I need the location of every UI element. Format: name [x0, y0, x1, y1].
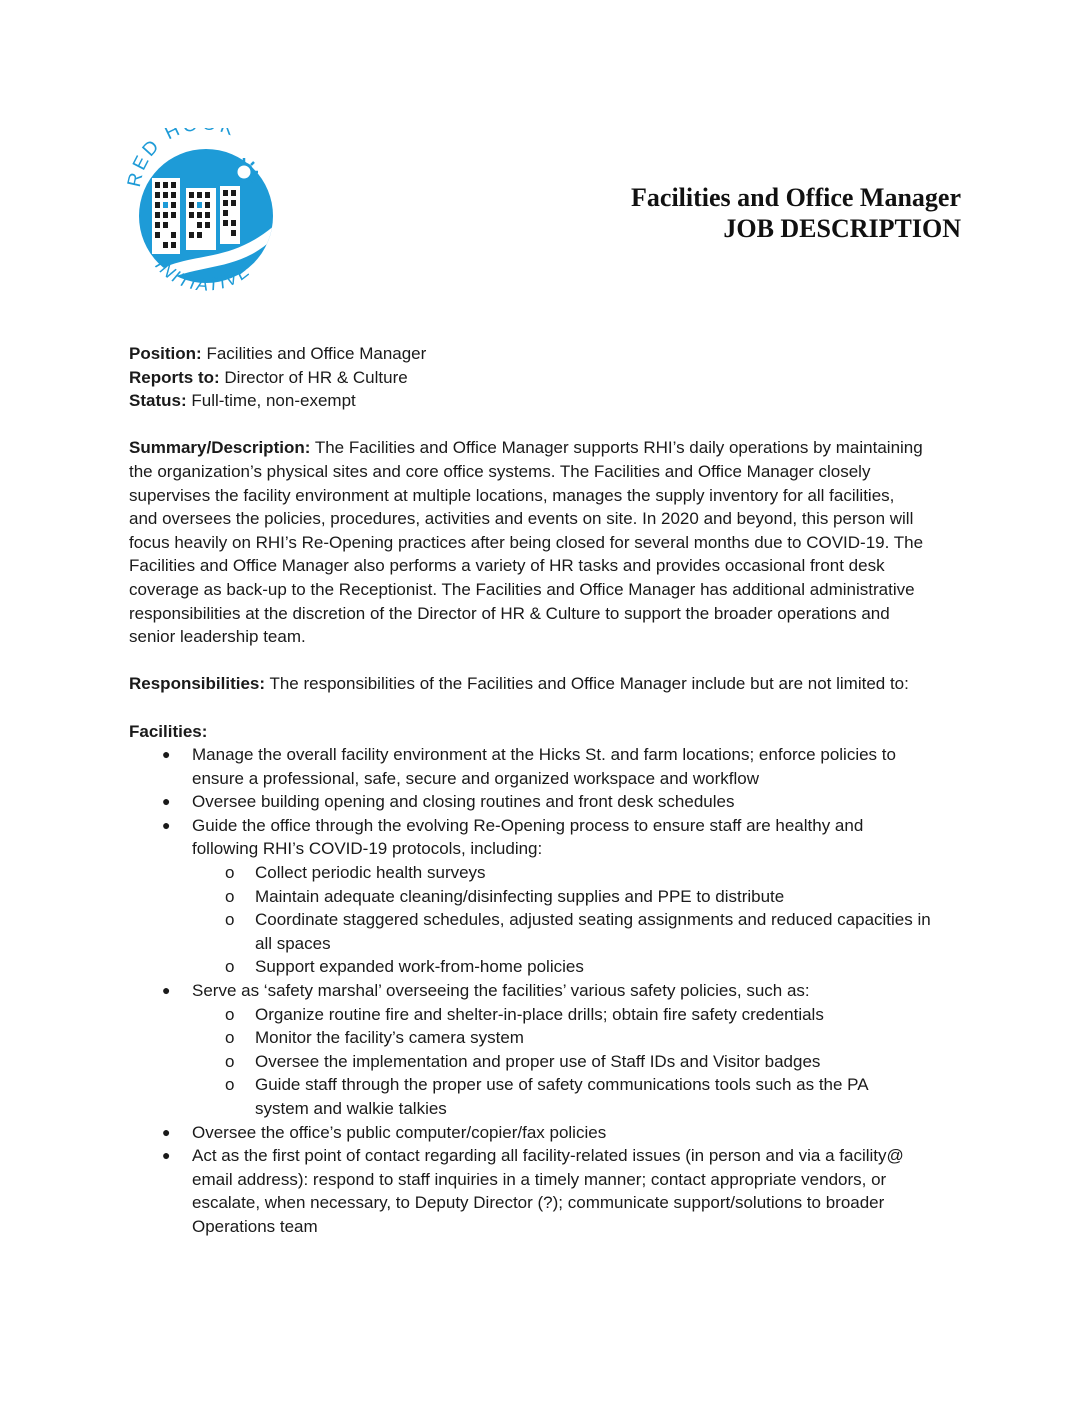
sub-list-item	[192, 1003, 965, 1027]
list-item	[129, 814, 965, 979]
list-item-line: Operations team	[192, 1216, 318, 1236]
list-item	[129, 743, 965, 790]
sub-list-item-line: system and walkie talkies	[255, 1099, 447, 1118]
summary-line: senior leadership team.	[129, 627, 306, 647]
sub-list-item	[192, 861, 965, 885]
list-item-line: ● Guide the office through the evolving Re-Opening process to ensure staff are healthy and	[192, 815, 864, 835]
responsibilities-line	[129, 672, 965, 696]
status-line	[129, 389, 965, 413]
list-item	[129, 790, 965, 814]
status-value: Full-time, non-exempt	[191, 391, 356, 411]
summary-line: responsibilities at the discretion of the Director of HR & Culture to support the broader operations and	[129, 603, 890, 623]
responsibilities-label: Responsibilities:	[129, 674, 266, 694]
facilities-heading: Facilities:	[129, 721, 208, 741]
list-item	[129, 1121, 965, 1145]
facilities-list	[129, 743, 965, 1238]
sub-list-item	[192, 955, 965, 979]
summary-line: supervises the facility environment at multiple locations, manages the supply inventory for all facilities,	[129, 485, 895, 505]
reports-to-line	[129, 366, 965, 390]
list-item-line: ● Serve as ‘safety marshal’ overseeing the facilities’ various safety policies, such as:	[192, 981, 810, 1001]
list-item-line: ● Act as the first point of contact regarding all facility-related issues (in person and via a facility@	[192, 1146, 904, 1166]
sub-list-item-line: o Coordinate staggered schedules, adjusted seating assignments and reduced capacities in	[255, 910, 931, 930]
position-label: Position:	[129, 344, 202, 363]
responsibilities-text: The responsibilities of the Facilities and Office Manager include but are not limited to:	[269, 674, 909, 694]
list-item-line: ● Oversee building opening and closing routines and front desk schedules	[192, 792, 735, 812]
document-title	[631, 182, 961, 244]
reports-to-label: Reports to:	[129, 367, 220, 387]
sub-list-item	[192, 1050, 965, 1074]
document-body	[129, 342, 965, 1239]
summary-paragraph	[129, 436, 965, 648]
title-line-1: Facilities and Office Manager	[631, 183, 961, 212]
list-item	[129, 1144, 965, 1238]
status-label: Status:	[129, 391, 187, 411]
sub-list-item-line: o Organize routine fire and shelter-in-place drills; obtain fire safety credentials	[255, 1004, 824, 1024]
title-line-2: JOB DESCRIPTION	[723, 214, 961, 243]
list-item-line: ensure a professional, safe, secure and organized workspace and workflow	[192, 768, 759, 788]
sub-list-item-line: o Maintain adequate cleaning/disinfecting supplies and PPE to distribute	[255, 886, 785, 906]
sub-list	[192, 1003, 965, 1121]
sub-list-item	[192, 885, 965, 909]
summary-line: Facilities and Office Manager also performs a variety of HR tasks and provides occasional front desk	[129, 556, 885, 576]
logo-bottom-text: INITIATIVE	[151, 255, 255, 294]
list-item-line: following RHI’s COVID-19 protocols, including:	[192, 839, 543, 859]
position-value: Facilities and Office Manager	[206, 344, 427, 363]
sub-list-item	[192, 1026, 965, 1050]
summary-line: coverage as back-up to the Receptionist. The Facilities and Office Manager has additional administrative	[129, 579, 915, 599]
logo-graphic	[126, 128, 286, 294]
summary-line: and oversees the policies, procedures, activities and events on site. In 2020 and beyond, this person will	[129, 509, 914, 529]
sub-list-item-line: o Guide staff through the proper use of safety communications tools such as the PA	[255, 1075, 869, 1095]
position-line	[129, 342, 965, 366]
summary-text: The Facilities and Office Manager supports RHI’s daily operations by maintaining	[314, 438, 923, 458]
logo-top-text: RED H K	[126, 128, 240, 189]
sub-list-item	[192, 1073, 965, 1120]
sub-list	[192, 861, 965, 979]
list-item-line: email address): respond to staff inquiries in a timely manner; contact appropriate vendors, or	[192, 1169, 887, 1189]
summary-line	[129, 436, 965, 460]
summary-label: Summary/Description:	[129, 438, 311, 458]
list-item-line: ● Oversee the office’s public computer/copier/fax policies	[192, 1122, 607, 1142]
sub-list-item-line: o Oversee the implementation and proper use of Staff IDs and Visitor badges	[255, 1051, 821, 1071]
list-item-line: ● Manage the overall facility environment at the Hicks St. and farm locations; enforce policies to	[192, 745, 896, 765]
red-hook-initiative-logo	[126, 128, 286, 294]
summary-line: the organization’s physical sites and core office systems. The Facilities and Office Manager closely	[129, 461, 871, 481]
sub-list-item-line: o Monitor the facility’s camera system	[255, 1028, 524, 1048]
info-block	[129, 342, 965, 413]
sub-list-item	[192, 908, 965, 955]
sub-list-item-line: o Support expanded work-from-home policies	[255, 957, 584, 977]
reports-to-value: Director of HR & Culture	[224, 367, 408, 387]
list-item	[129, 979, 965, 1121]
sub-list-item-line: o Collect periodic health surveys	[255, 863, 486, 883]
summary-line: focus heavily on RHI’s Re-Opening practices after being closed for several months due to COVID-19. The	[129, 532, 924, 552]
list-item-line: escalate, when necessary, to Deputy Director (?); communicate support/solutions to broader	[192, 1193, 885, 1213]
sub-list-item-line: all spaces	[255, 933, 331, 953]
